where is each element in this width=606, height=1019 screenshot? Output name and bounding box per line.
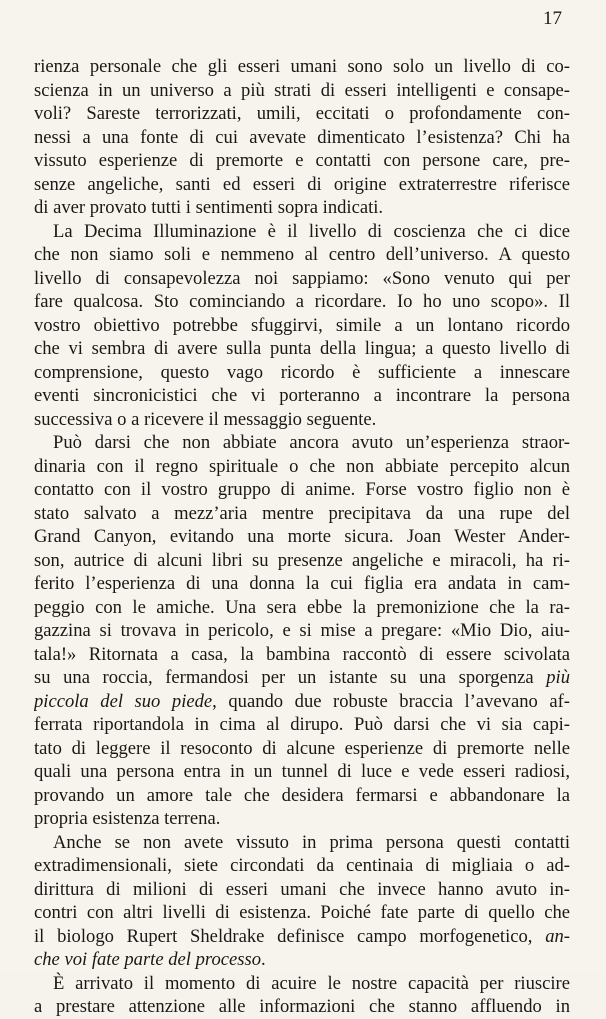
text-line: [34, 737, 570, 761]
text-line: [34, 502, 570, 526]
text-line: [34, 431, 570, 455]
text-segment: Grand Canyon, evitando una morte sicura. Joan Wester Ander-: [34, 526, 570, 547]
text-line: [34, 408, 570, 432]
text-line: [34, 455, 570, 479]
text-line: [34, 666, 570, 690]
text-line: [34, 619, 570, 643]
text-segment: a prestare attenzione alle informazioni che stanno affluendo in: [34, 996, 570, 1017]
text-segment: ferrata riportandola in cima al dirupo. Può darsi che vi sia capi-: [34, 714, 570, 735]
text-line: [34, 760, 570, 784]
text-segment: vostro obiettivo potrebbe sfuggirvi, simile a un lontano ricordo: [34, 314, 570, 336]
text-line: [34, 549, 570, 573]
text-line: [34, 854, 570, 878]
text-segment: Può darsi che non abbiate ancora avuto un’esperienza straor-: [53, 432, 570, 453]
text-segment: propria esistenza terrena.: [34, 808, 221, 829]
text-line: [34, 384, 570, 408]
text-line: [34, 948, 570, 972]
text-segment: livello di consapevolezza noi sappiamo: «Sono venuto qui per: [34, 267, 570, 289]
text-line: [34, 243, 570, 267]
text-segment: ferito l’esperienza di una donna la cui figlia era andata in cam-: [34, 573, 570, 594]
text-segment: voli? Sareste terrorizzati, umili, eccitati o profondamente con-: [34, 103, 570, 124]
text-line: [34, 126, 570, 150]
text-line: [34, 478, 570, 502]
text-line: [34, 220, 570, 244]
text-line: [34, 173, 570, 197]
text-line: [34, 690, 570, 714]
text-segment: provando un amore tale che desidera fermarsi e abbandonare la: [34, 784, 570, 806]
text-line: [34, 314, 570, 338]
text-segment: extradimensionali, siete circondati da centinaia di migliaia o ad-: [34, 855, 570, 876]
text-segment: che vi sembra di avere sulla punta della lingua; a questo livello di: [34, 338, 570, 359]
text-segment: dinaria con il regno spirituale o che non abbiate percepito alcun: [34, 455, 570, 477]
text-line: [34, 713, 570, 737]
text-segment: La Decima Illuminazione è il livello di coscienza che ci dice: [53, 220, 570, 242]
text-segment: di aver provato tutti i sentimenti sopra indicati.: [34, 197, 384, 218]
text-line: [34, 995, 570, 1019]
text-segment: comprensione, questo vago ricordo è sufficiente a innescare: [34, 361, 570, 383]
italic-text: più: [546, 667, 570, 688]
text-segment: eventi sincronicistici che vi porteranno a incontrare la persona: [34, 385, 570, 406]
page-number: 17: [543, 8, 562, 29]
text-segment: fare qualcosa. Sto cominciando a ricordare. Io ho uno scopo». Il: [34, 291, 570, 312]
text-line: [34, 901, 570, 925]
text-segment: .: [261, 949, 266, 970]
body-text: [34, 55, 570, 1019]
text-segment: rienza personale che gli esseri umani sono solo un livello di co-: [34, 56, 570, 77]
text-line: [34, 361, 570, 385]
text-line: [34, 79, 570, 103]
text-line: [34, 290, 570, 314]
text-segment: nessi a una fonte di cui avevate dimenticato l’esistenza? Chi ha: [34, 126, 570, 148]
text-line: [34, 572, 570, 596]
text-segment: vissuto esperienze di premorte e contatti con persone care, pre-: [34, 150, 570, 171]
text-line: [34, 267, 570, 291]
text-segment: senze angeliche, santi ed esseri di origine extraterrestre riferisce: [34, 173, 570, 195]
text-line: [34, 196, 570, 220]
text-segment: tala!» Ritornata a casa, la bambina raccontò di essere scivolata: [34, 643, 570, 665]
text-line: [34, 337, 570, 361]
italic-text: an-: [545, 925, 570, 947]
text-segment: scienza in un universo a più strati di esseri intelligenti e consape-: [34, 79, 570, 101]
text-line: [34, 972, 570, 996]
text-segment: gazzina si trovava in pericolo, e si mise a pregare: «Mio Dio, aiu-: [34, 620, 570, 641]
text-segment: peggio con le amiche. Una sera ebbe la premonizione che la ra-: [34, 596, 570, 618]
text-segment: tato di leggere il resoconto di alcune esperienze di premorte nelle: [34, 737, 570, 759]
text-line: [34, 525, 570, 549]
text-line: [34, 807, 570, 831]
text-line: [34, 55, 570, 79]
text-segment: È arrivato il momento di acuire le nostre capacità per riuscire: [53, 972, 570, 994]
text-segment: contatto con il vostro gruppo di anime. Forse vostro figlio non è: [34, 479, 570, 500]
italic-text: che voi fate parte del processo: [34, 949, 262, 970]
text-segment: stato salvato a mezz’aria mentre precipitava da una rupe del: [34, 502, 570, 524]
text-segment: che non siamo soli e nemmeno al centro dell’universo. A questo: [34, 244, 570, 265]
text-line: [34, 831, 570, 855]
text-segment: son, autrice di alcuni libri su presenze angeliche e miracoli, ha ri-: [34, 549, 570, 571]
text-segment: su una roccia, fermandosi per un istante su una sporgenza: [34, 667, 547, 688]
text-segment: quali una persona entra in un tunnel di luce e vede esseri radiosi,: [34, 761, 570, 782]
text-line: [34, 643, 570, 667]
text-segment: contri con altri livelli di esistenza. Poiché fate parte di quello che: [34, 902, 570, 923]
text-line: [34, 878, 570, 902]
text-segment: successiva o a ricevere il messaggio seguente.: [34, 408, 377, 430]
text-segment: dirittura di milioni di esseri umani che invece hanno avuto in-: [34, 878, 570, 900]
italic-text: piccola del suo piede: [34, 690, 213, 712]
text-line: [34, 149, 570, 173]
text-segment: Anche se non avete vissuto in prima persona questi contatti: [53, 831, 570, 853]
text-line: [34, 596, 570, 620]
text-segment: il biologo Rupert Sheldrake definisce campo morfogenetico,: [34, 925, 546, 947]
text-line: [34, 784, 570, 808]
text-line: [34, 925, 570, 949]
text-segment: , quando due robuste braccia l’avevano af-: [212, 690, 570, 712]
text-line: [34, 102, 570, 126]
